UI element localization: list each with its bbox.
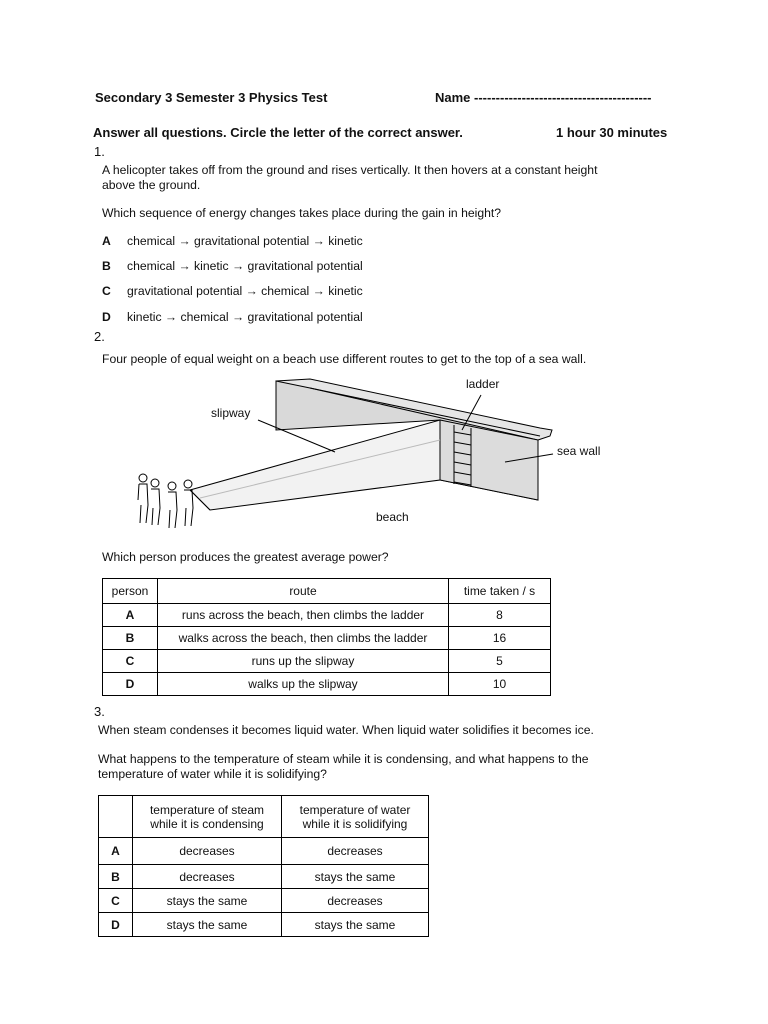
question-2-stem: Four people of equal weight on a beach use different routes to get to the top of a sea wall. (102, 352, 587, 366)
table-header-row (99, 796, 429, 838)
table-cell: stays the same (133, 889, 282, 913)
beach-label: beach (376, 510, 409, 524)
question-3-number: 3. (94, 704, 105, 719)
person-figures (138, 474, 193, 528)
table-cell: 10 (449, 673, 551, 696)
table-row (103, 650, 551, 673)
question-3-stem: When steam condenses it becomes liquid water. When liquid water solidifies it becomes ice. (98, 723, 594, 737)
table-cell: C (99, 889, 133, 913)
question-1-stem-line1: A helicopter takes off from the ground and rises vertically. It then hovers at a constant height (102, 163, 598, 177)
question-2-question: Which person produces the greatest average power? (102, 550, 389, 564)
test-title: Secondary 3 Semester 3 Physics Test (95, 90, 328, 105)
option-text: chemical → kinetic → gravitational potential (127, 259, 363, 273)
option-text: chemical → gravitational potential → kinetic (127, 234, 363, 248)
table-header-row (103, 579, 551, 604)
question-1-number: 1. (94, 144, 105, 159)
table-row (103, 673, 551, 696)
question-1-question: Which sequence of energy changes takes place during the gain in height? (102, 206, 502, 220)
table-cell: C (103, 650, 158, 673)
option-letter[interactable]: B (102, 259, 111, 273)
question-3-question-line1: What happens to the temperature of steam while it is condensing, and what happens to the (98, 752, 589, 766)
sea-wall-label: sea wall (557, 444, 601, 458)
table-cell: D (103, 673, 158, 696)
option-text: gravitational potential → chemical → kinetic (127, 284, 363, 298)
table-cell: runs across the beach, then climbs the ladder (158, 604, 449, 627)
table-cell: stays the same (282, 865, 429, 889)
table-row (99, 889, 429, 913)
table-cell: decreases (133, 838, 282, 865)
table-row (103, 604, 551, 627)
table-row (99, 838, 429, 865)
option-text: kinetic → chemical → gravitational potential (127, 310, 363, 324)
table-header (99, 796, 133, 838)
ladder-label: ladder (466, 377, 500, 391)
option-letter[interactable]: A (102, 234, 111, 248)
table-cell: walks up the slipway (158, 673, 449, 696)
table-cell: D (99, 913, 133, 937)
table-cell: A (99, 838, 133, 865)
slipway-label: slipway (211, 406, 251, 420)
table-row (99, 865, 429, 889)
option-letter[interactable]: C (102, 284, 111, 298)
question-2-number: 2. (94, 329, 105, 344)
table-cell: 16 (449, 627, 551, 650)
table-header: time taken / s (449, 579, 551, 604)
table-cell: stays the same (133, 913, 282, 937)
table-cell: 8 (449, 604, 551, 627)
option-letter[interactable]: D (102, 310, 111, 324)
table-row (103, 627, 551, 650)
name-field: Name ----------------------------------------- (435, 90, 652, 105)
table-cell: 5 (449, 650, 551, 673)
table-header: temperature of steam while it is condensing (133, 796, 282, 838)
table-cell: decreases (133, 865, 282, 889)
table-cell: runs up the slipway (158, 650, 449, 673)
instructions: Answer all questions. Circle the letter of the correct answer. (93, 125, 463, 140)
question-1-stem-line2: above the ground. (102, 178, 201, 192)
table-cell: A (103, 604, 158, 627)
table-cell: B (99, 865, 133, 889)
table-row (99, 913, 429, 937)
table-header: route (158, 579, 449, 604)
table-cell: decreases (282, 889, 429, 913)
question-3-table (98, 795, 429, 937)
table-cell: decreases (282, 838, 429, 865)
table-cell: stays the same (282, 913, 429, 937)
question-2-table (102, 578, 551, 696)
question-3-question-line2: temperature of water while it is solidifying? (98, 767, 327, 781)
duration: 1 hour 30 minutes (556, 125, 668, 140)
table-header: person (103, 579, 158, 604)
table-header: temperature of water while it is solidifying (282, 796, 429, 838)
table-cell: walks across the beach, then climbs the ladder (158, 627, 449, 650)
table-cell: B (103, 627, 158, 650)
